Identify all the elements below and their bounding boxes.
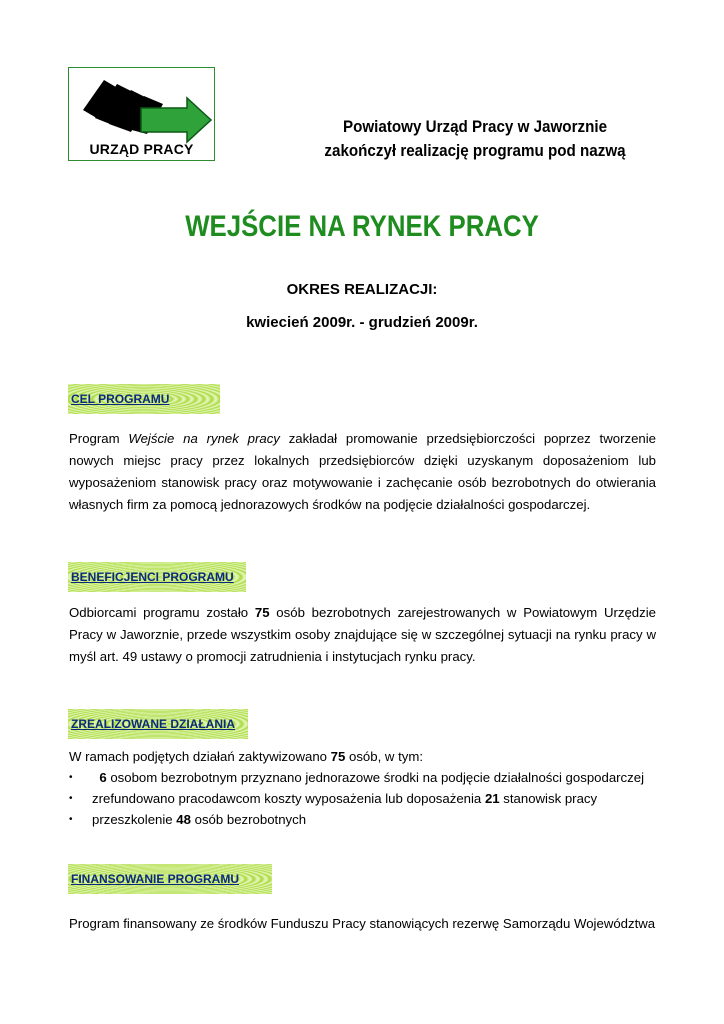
dzialania-total: 75 bbox=[330, 749, 346, 764]
intro-text bbox=[268, 115, 682, 163]
beneficjenci-text-rest: osób bezrobotnych zarejestrowanych w Powiatowym Urzędzie Pracy w Jaworznie, przede wszystkim osoby znajdujące się w szczególnej sytuacji na rynku pracy w myśl art. 49 ustawy o promocji zatrudnienia i instytucjach rynku pracy. bbox=[69, 605, 657, 664]
beneficjenci-paragraph bbox=[69, 602, 656, 668]
section-heading-cel-label: CEL PROGRAMU bbox=[71, 392, 170, 406]
list-item-text: przeszkolenie bbox=[92, 812, 177, 827]
intro-line-2: zakończył realizację programu pod nazwą bbox=[324, 142, 626, 160]
dzialania-intro bbox=[69, 746, 656, 768]
cel-paragraph bbox=[69, 428, 656, 516]
urzad-pracy-logo bbox=[68, 67, 215, 161]
intro-line-1: Powiatowy Urząd Pracy w Jaworznie bbox=[342, 118, 608, 136]
section-heading-beneficjenci bbox=[68, 562, 246, 592]
beneficjenci-text-start: Odbiorcami programu zostało bbox=[69, 605, 255, 620]
logo-text: URZĄD PRACY bbox=[89, 141, 194, 157]
section-heading-cel bbox=[68, 384, 220, 414]
list-item-number: 48 bbox=[176, 812, 191, 827]
section-heading-dzialania bbox=[68, 709, 248, 739]
list-item bbox=[69, 767, 669, 788]
section-heading-finansowanie bbox=[68, 864, 272, 894]
dzialania-intro-start: W ramach podjętych działań zaktywizowano bbox=[69, 749, 331, 764]
cel-text-start: Program bbox=[69, 431, 129, 446]
period-label: OKRES REALIZACJI: bbox=[286, 281, 438, 298]
section-heading-dzialania-label: ZREALIZOWANE DZIAŁANIA bbox=[71, 717, 235, 731]
dzialania-intro-end: osób, w tym: bbox=[345, 749, 424, 764]
finansowanie-paragraph: Program finansowany ze środków Funduszu Pracy stanowiących rezerwę Samorządu Województwa bbox=[69, 916, 656, 931]
section-heading-finansowanie-label: FINANSOWANIE PROGRAMU bbox=[71, 872, 239, 886]
list-item-text: osobom bezrobotnym przyznano jednorazowe środki na podjęcie działalności gospodarczej bbox=[106, 770, 645, 785]
list-item-text: stanowisk pracy bbox=[499, 791, 598, 806]
program-title: WEJŚCIE NA RYNEK PRACY bbox=[185, 210, 539, 243]
list-item-text: zrefundowano pracodawcom koszty wyposażenia lub doposażenia bbox=[92, 791, 485, 806]
list-item bbox=[69, 788, 669, 809]
list-item-text: osób bezrobotnych bbox=[190, 812, 307, 827]
list-item-number: 21 bbox=[484, 791, 500, 806]
cel-text-rest: zakładał promowanie przedsiębiorczości poprzez tworzenie nowych miejsc pracy przez lokalnych przedsiębiorców dzięki uzyskanym doposażeniom lub wyposażeniom stanowisk pracy oraz motywowanie i zachęcanie osób bezrobotnych do otwierania własnych firm za pomocą jednorazowych środków na podjęcie działalności gospodarczej. bbox=[69, 431, 656, 512]
list-item bbox=[69, 809, 669, 830]
beneficjenci-count: 75 bbox=[254, 605, 270, 620]
dzialania-list bbox=[69, 767, 669, 830]
period-value: kwiecień 2009r. - grudzień 2009r. bbox=[246, 314, 478, 331]
cel-program-name: Wejście na rynek pracy bbox=[128, 431, 280, 446]
list-item-number: 6 bbox=[99, 770, 107, 785]
section-heading-beneficjenci-label: BENEFICJENCI PROGRAMU bbox=[71, 570, 234, 584]
